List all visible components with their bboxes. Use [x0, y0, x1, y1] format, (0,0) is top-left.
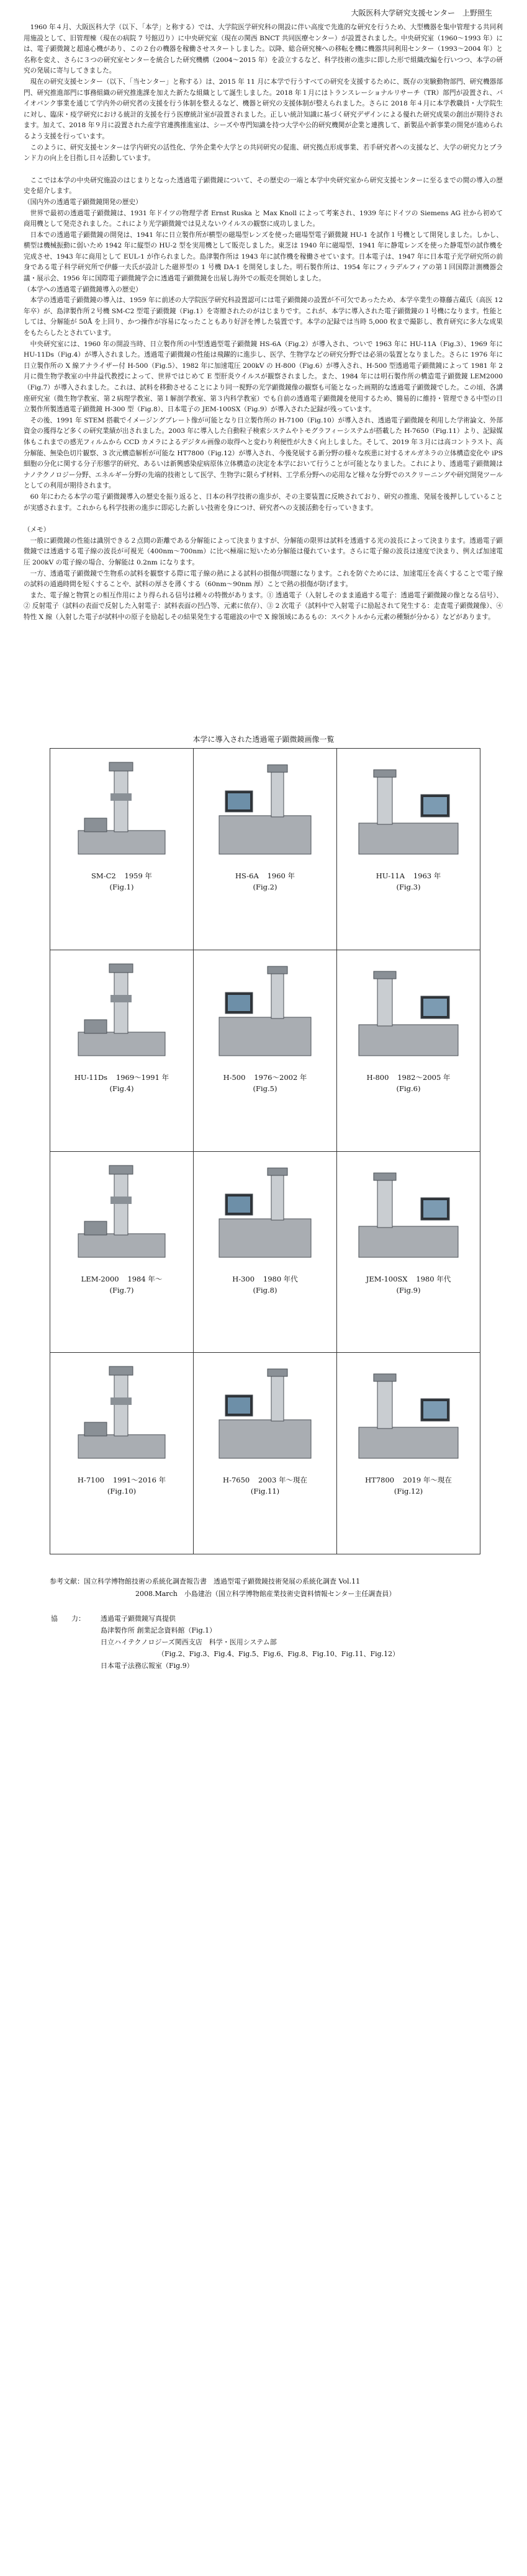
model-name: H-500: [223, 1072, 246, 1082]
figure-label: [50, 870, 193, 881]
figure-number: (Fig.10): [107, 1487, 137, 1496]
section-heading: （本学への透過電子顕微鏡導入の歴史）: [24, 285, 142, 293]
model-name: HT7800: [365, 1476, 395, 1485]
body-paragraph: また、電子線と物質との相互作用により得られる信号は種々の特徴があります。① 透過電子（入射しそのまま通過する電子：透過電子顕微鏡の像となる信号）、② 反射電子（試料の表面で反射した入射電子：試料表面の凹凸等、元素に依存）、③ 2 次電子（試料中で入射電子に励起されて発生する：走査電子顕微鏡像）、④ 特性 X 線（入射した電子が試料中の原子を励起しその結果発生する電磁波の中で X 線領域にあるもの：スペクトルから元素の種類が分かる）などがあります。: [24, 591, 503, 621]
microscope-photo-icon: [353, 1360, 464, 1466]
figure-number: (Fig.12): [394, 1487, 423, 1496]
section-heading: （国内外の透過電子顕微鏡開発の歴史）: [24, 198, 142, 206]
figure-label: [194, 1072, 336, 1083]
figure-label: [337, 1474, 480, 1486]
model-years: 1976〜2002 年: [254, 1072, 307, 1082]
credits-block: [51, 1613, 498, 1672]
body-paragraph: 1960 年４月、大阪医科大学（以下、「本学」と称する）では、大学院医学研究科の開設に伴い高度で先進的な研究を行うため、大型機器を集中管理する共同利用施設として、旧管理棟（現在の病院 7 号館辺り）に中央研究室（現在の関西 BNCT 共同医療センター）が設置されました。中央研究室（1960〜1993 年）には、電子顕微鏡と超遠心機があり、この２台の機器を稼働させスタートしました。以降、総合研究棟への移転を機に機器共同利用センター（1993〜2004 年）と名称を変え、さらに３つの研究室センターを統合した研究機構（2004〜2015 年）を設立するなど、科学技術の進歩に即した形で組織改編を行いつつ、本学の研究の発展に寄与してきました。: [24, 24, 503, 75]
figure-label: [337, 1273, 480, 1285]
body-paragraph: 日本での透過電子顕微鏡の開発は、1941 年に日立製作所が横型の磁場型レンズを使った磁場型電子顕微鏡 HU-1 を試作１号機として開発しました。しかし、横型は機械振動に弱いため 1942 年に縦型の HU-2 型を実用機として販売しました。東芝は 1940 年に磁場型、1941 年に静電レンズを使った静電型の試作機を完成させ、1943 年に商用として EUL-1 が作られました。島津製作所は 1943 年に試作機を稼働させています。日本電子は、1947 年に日本電子光学研究所の前身である電子科学研究所で伊藤一夫氏が設計した磁界型の 1 号機 DA-1 を開発しました。明石製作所は、1954 年にフィラデルフィアの第１回国際計測機器会議・展示会、1956 年に国際電子顕微鏡学会に透過電子顕微鏡を出展し海外での販売を開始しました。: [24, 231, 503, 283]
model-years: 1963 年: [413, 871, 441, 880]
figure-cell: [50, 1353, 194, 1554]
figure-number: (Fig.8): [253, 1285, 277, 1295]
model-years: 2019 年〜現在: [402, 1476, 452, 1485]
model-years: 1960 年: [267, 871, 295, 880]
figure-number: (Fig.4): [109, 1084, 134, 1093]
model-name: SM-C2: [91, 871, 116, 880]
model-years: 1991〜2016 年: [112, 1476, 166, 1485]
microscope-photo-icon: [209, 1159, 321, 1265]
model-name: LEM-2000: [81, 1274, 119, 1283]
figure-label: [50, 1474, 193, 1486]
model-years: 2003 年〜現在: [258, 1476, 307, 1485]
author-line: 大阪医科大学研究支援センター 上野照生: [351, 9, 492, 17]
body-paragraph: 一般に顕微鏡の性能は識別できる２点間の距離である分解能によって決まりますが、分解能の限界は試料を透過する光の波長によって決まります。透過電子顕微鏡では透過する電子線の波長が可視光（400nm〜700nm）に比べ極端に短いため分解能は優れています。さらに電子線の波長は速度で決まり、例えば加速電圧 200kV の電子線の場合、分解能は 0.2nm になります。: [24, 537, 503, 566]
microscope-figure-grid: [50, 748, 480, 1554]
figure-cell: [337, 1353, 480, 1554]
body-paragraph: 現在の研究支援センター（以下、「当センター」と称する）は、2015 年 11 月に本学で行うすべての研究を支援するために、既存の実験動物部門、研究機器部門、研究推進部門に事務組織の研究推進課を加えた新たな組織として誕生しました。2018 年１月にはトランスレーショナルリサーチ（TR）部門が設置され、バイオバンク事業を通じて学内外の研究者の支援を行う体制を整えるなど、機器と研究の支援体制が整えられました。さらに 2018 年４月に本学教職員・大学院生に対し、臨床・疫学研究における統計的支援を行う医療統計室が設置されました。正しい統計知識に基づく研究デザインによる優れた研究成果の創出が期待されます。加えて、2018 年９月に設置された産学官連携推進室は、シーズや専門知識を持つ大学や公的研究機関が企業と連携して、新製品や新事業の開発が進められるよう支援を行っています。: [24, 78, 503, 140]
figure-cell: [194, 1353, 337, 1554]
references-label: 参考文献：: [50, 1577, 84, 1585]
microscope-photo-icon: [353, 1159, 464, 1265]
figure-number: (Fig.5): [253, 1084, 277, 1093]
figure-cell: [50, 749, 194, 950]
microscope-photo-icon: [209, 1360, 321, 1466]
figure-label: [194, 1273, 336, 1285]
figure-label: [194, 870, 336, 881]
figure-number: (Fig.6): [396, 1084, 421, 1093]
microscope-photo-icon: [209, 958, 321, 1063]
figure-number: (Fig.9): [396, 1285, 421, 1295]
figure-label: [50, 1273, 193, 1285]
figure-cell: [194, 1151, 337, 1353]
figure-cell: [50, 1151, 194, 1353]
figure-number: (Fig.1): [109, 883, 134, 891]
model-name: HU-11A: [376, 871, 405, 880]
figure-cell: [50, 950, 194, 1151]
microscope-photo-icon: [353, 756, 464, 862]
credits-line: 島津製作所 創業記念資料館（Fig.1）: [101, 1626, 217, 1634]
body-paragraph: 60 年にわたる本学の電子顕微鏡導入の歴史を振り返ると、日本の科学技術の進歩が、その主要装置に反映されており、研究の推進、発展を後押ししていることが実感されます。これからも科学技術の進歩に即応した新しい技術を身につけ、研究者への支援活動を行っていきます。: [24, 492, 503, 512]
figure-number: (Fig.2): [253, 883, 277, 891]
microscope-photo-icon: [66, 958, 178, 1063]
credits-line: （Fig.2、Fig.3、Fig.4、Fig.5、Fig.6、Fig.8、Fig.10、Fig.11、Fig.12）: [158, 1650, 400, 1658]
microscope-photo-icon: [66, 1159, 178, 1265]
body-paragraph: 本学の透過電子顕微鏡の導入は、1959 年に前述の大学院医学研究科設置認可には電子顕微鏡の設置が不可欠であったため、本学卒業生の篠藤吉蔵氏（高医 12 年卒）が、島津製作所２号機 SM-C2 型電子顕微鏡（Fig.1）を寄贈されたのがはじまりです。これが、本学に導入された電子顕微鏡の１号機になります。性能としては、分解能が 50Å を上回り、かつ操作が容易になったこともあり好評を博した装置です。本学の記録では当時 5,000 枚まで撮影し、教育研究に多大な成果をもたらしたとされています。: [24, 296, 503, 337]
body-paragraph: 中央研究室には、1960 年の開設当時、日立製作所の中型透過型電子顕微鏡 HS-6A（Fig.2）が導入され、ついで 1963 年に HU-11A（Fig.3）、1969 年に HU-11Ds（Fig.4）が導入されました。透過電子顕微鏡の性能は飛躍的に進歩し、医学、生物学などの研究分野では必須の装置となりました。さらに 1976 年に日立製作所の X 線アナライザー付 H-500（Fig.5）、1982 年に加速電圧 200kV の H-800（Fig.6）が導入され、H-500 型透過電子顕微鏡によって 1981 年 2 月に微生物学教室の中井益代教授によって、世界ではじめて E 型肝炎ウイルスが観察されました。また、1984 年には明石製作所の構造電子顕微鏡 LEM2000（Fig.7）が導入されました。これは、試料を移動させることにより同一視野の光学顕微鏡像の観察も可能となった画期的な透過電子顕微鏡でした。この頃、各講座研究室（微生物学教室、第２病理学教室、第１解剖学教室、第３内科学教室）でも自前の透過電子顕微鏡を使用するため、簡易的に維持・管理できる中型の日立製作所製透過電子顕微鏡 H-300 型（Fig.8）、日本電子の JEM-100SX（Fig.9）が導入された記録が残っています。: [24, 340, 503, 414]
model-name: H-7650: [223, 1476, 250, 1485]
body-paragraph: 一方、透過電子顕微鏡で生物系の試料を観察する際に電子線の熱による試料の損傷が問題になります。これを防ぐためには、加速電圧を高くすることで電子線の試料の通過時間を短くすることや、試料の厚さを薄くする（60nm〜90nm 厚）ことで熱の損傷が防げます。: [24, 569, 503, 589]
section-heading: （メモ）: [24, 526, 50, 534]
figure-cell: [194, 749, 337, 950]
model-name: H-800: [366, 1072, 389, 1082]
model-years: 1984 年〜: [127, 1274, 163, 1283]
article-body: [24, 22, 503, 623]
body-paragraph: 世界で最初の透過電子顕微鏡は、1931 年ドイツの物理学者 Ernst Ruska と Max Knoll によって考案され、1939 年にドイツの Siemens AG 社から初めて商用機として発売されました。これにより光学顕微鏡では見えないウイルスの観察に成功しました。: [24, 209, 503, 228]
figure-cell: [337, 749, 480, 950]
figure-label: [50, 1072, 193, 1083]
model-years: 1980 年代: [263, 1274, 298, 1283]
body-paragraph: その後、1991 年 STEM 搭載でイメージングプレート像が可能となり日立製作所の H-7100（Fig.10）が導入され、透過電子顕微鏡を利用した学術論文、外部資金の獲得など多くの研究業績が出されました。2003 年に導入した自動粒子検索システムやトモグラフィーシステムが搭載した H-7650（Fig.11）より、記録媒体もこれまでの感光フィルムから CCD カメラによるデジタル画像の取得へと変わり利便性が大きく向上しました。そして、2019 年３月には高コントラスト、高分解能、無染色切片観察、3 次元構造解析が可能な HT7800（Fig.12）が導入され、今後発展する新分野の様々な疾患に対するオルガネラの立体構造変化や iPS 細胞の分化に関する分子形態学的研究、あるいは新興感染症病原体立体構造の決定を本学において行うことが可能となりました。これにより、透過電子顕微鏡はナノテクノロジー分野、エネルギー分野の先端的技術として医学、生物学に限らず材料、工学系分野への応用など様々な分野でのスクリーニングや研究開発ツールとしての利用が期待されます。: [24, 416, 503, 490]
model-name: HU-11Ds: [74, 1072, 108, 1082]
credits-label: 協 力：: [51, 1615, 85, 1623]
figure-number: (Fig.3): [396, 883, 421, 891]
model-name: H-7100: [77, 1476, 105, 1485]
microscope-photo-icon: [66, 756, 178, 862]
body-paragraph: ここでは本学の中央研究施設のはじまりとなった透過電子顕微鏡について、その歴史の一端と本学中央研究室から研究支援センターに至るまでの間の導入の歴史を紹介します。: [24, 176, 503, 195]
figure-label: [337, 1072, 480, 1083]
body-paragraph: このように、研究支援センターは学内研究の活性化、学外企業や大学との共同研究の促進、研究拠点形成事業、若手研究者への支援など、大学の研究力とブランド力の向上を目指し日々活動しています。: [24, 143, 503, 163]
microscope-photo-icon: [209, 756, 321, 862]
model-name: JEM-100SX: [366, 1274, 408, 1283]
figure-label: [194, 1474, 336, 1486]
credits-line: 透過電子顕微鏡写真提供: [101, 1615, 176, 1623]
figure-number: (Fig.7): [109, 1285, 134, 1295]
references-line: 2008.March 小島建治（国立科学博物館産業技術史資料情報センター主任調査員）: [135, 1590, 396, 1598]
figure-table-caption: 本学に導入された透過電子顕微鏡画像一覧: [192, 735, 335, 744]
credits-line: 日立ハイテクノロジーズ関西支店 科学・医用システム部: [101, 1638, 277, 1646]
model-years: 1959 年: [124, 871, 152, 880]
references-block: [50, 1575, 497, 1600]
references-line: [50, 1575, 497, 1588]
credits-line: 日本電子法務広報室（Fig.9）: [101, 1662, 194, 1670]
model-years: 1980 年代: [416, 1274, 451, 1283]
model-name: HS-6A: [235, 871, 259, 880]
model-name: H-300: [232, 1274, 255, 1283]
figure-cell: [194, 950, 337, 1151]
figure-cell: [337, 1151, 480, 1353]
microscope-photo-icon: [353, 958, 464, 1063]
model-years: 1969〜1991 年: [115, 1072, 169, 1082]
model-years: 1982〜2005 年: [397, 1072, 451, 1082]
microscope-photo-icon: [66, 1360, 178, 1466]
figure-cell: [337, 950, 480, 1151]
figure-number: (Fig.11): [250, 1487, 280, 1496]
figure-label: [337, 870, 480, 881]
references-text: 国立科学博物館技術の系統化調査報告書 透過型電子顕微鏡技術発展の系統化調査 Vol.11: [84, 1577, 361, 1585]
